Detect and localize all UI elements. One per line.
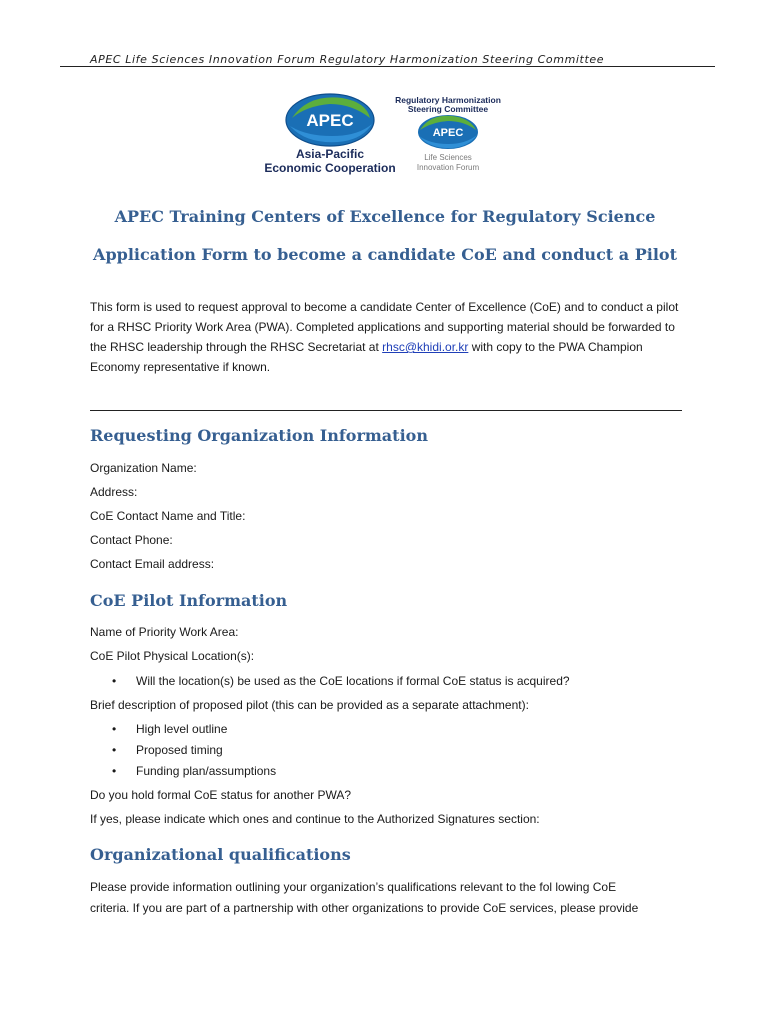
apec-logo-badge: APEC (306, 111, 354, 130)
list-item: • Will the location(s) be used as the CoE locations if formal CoE status is acquired? (112, 674, 570, 688)
document-subtitle: Application Form to become a candidate CoE and conduct a Pilot (93, 245, 677, 264)
field-contact-name: CoE Contact Name and Title: (90, 509, 246, 523)
section-title-pilot: CoE Pilot Information (90, 591, 288, 610)
rhsc-logo (392, 94, 508, 174)
field-pilot-description: Brief description of proposed pilot (this can be provided as a separate attachment): (90, 698, 529, 712)
secretariat-email-link[interactable]: rhsc@khidi.or.kr (382, 340, 469, 354)
intro-text-after: with copy to the PWA Champion Economy representative if known. (90, 340, 643, 374)
bullet-funding-plan: Funding plan/assumptions (136, 764, 277, 778)
field-address: Address: (90, 485, 138, 499)
bullet-proposed-timing: Proposed timing (136, 743, 223, 757)
field-contact-phone: Contact Phone: (90, 533, 173, 547)
field-pilot-location: CoE Pilot Physical Location(s): (90, 649, 255, 663)
section-title-requesting: Requesting Organization Information (90, 426, 428, 445)
header-rule (60, 66, 715, 67)
field-contact-email: Contact Email address: (90, 557, 215, 571)
section-title-qualifications: Organizational qualifications (90, 845, 351, 864)
list-item: • Proposed timing (112, 743, 223, 757)
list-item: • Funding plan/assumptions (112, 764, 277, 778)
apec-logo (262, 92, 398, 176)
rhsc-logo-bottom2: Innovation Forum (416, 163, 480, 172)
field-priority-work-area: Name of Priority Work Area: (90, 625, 239, 639)
qualifications-text-line1: Please provide information outlining your organization’s qualifications relevant to the fol lowing CoE (90, 880, 617, 894)
section-divider (90, 410, 682, 411)
field-formal-coe-status: Do you hold formal CoE status for another PWA? (90, 788, 352, 802)
bullet-high-level-outline: High level outline (136, 722, 228, 736)
document-title: APEC Training Centers of Excellence for Regulatory Science (114, 207, 656, 226)
rhsc-logo-top1: Regulatory Harmonization (395, 95, 501, 105)
field-if-yes-indicate: If yes, please indicate which ones and continue to the Authorized Signatures section: (90, 812, 540, 826)
intro-text-before: This form is used to request approval to become a candidate Center of Excellence (CoE) and to conduct a pilot for a RHSC Priority Work Area (PWA). Completed applications and supporting material should be forwarded to the RHSC leadership through the RHSC Secretariat at (90, 300, 679, 354)
intro-paragraph (90, 297, 680, 377)
rhsc-logo-bottom1: Life Sciences (424, 153, 472, 162)
list-item: • High level outline (112, 722, 228, 736)
bullet-location-question: Will the location(s) be used as the CoE locations if formal CoE status is acquired? (136, 674, 570, 688)
rhsc-logo-badge: APEC (432, 127, 464, 139)
apec-logo-line2: Economic Cooperation (264, 161, 396, 175)
qualifications-text-line2: criteria. If you are part of a partnership with other organizations to provide CoE services, please provide (90, 901, 639, 915)
rhsc-logo-top2: Steering Committee (407, 104, 489, 114)
running-header: APEC Life Sciences Innovation Forum Regulatory Harmonization Steering Committee (90, 53, 605, 66)
apec-logo-line1: Asia-Pacific (295, 147, 365, 161)
field-organization-name: Organization Name: (90, 461, 197, 475)
